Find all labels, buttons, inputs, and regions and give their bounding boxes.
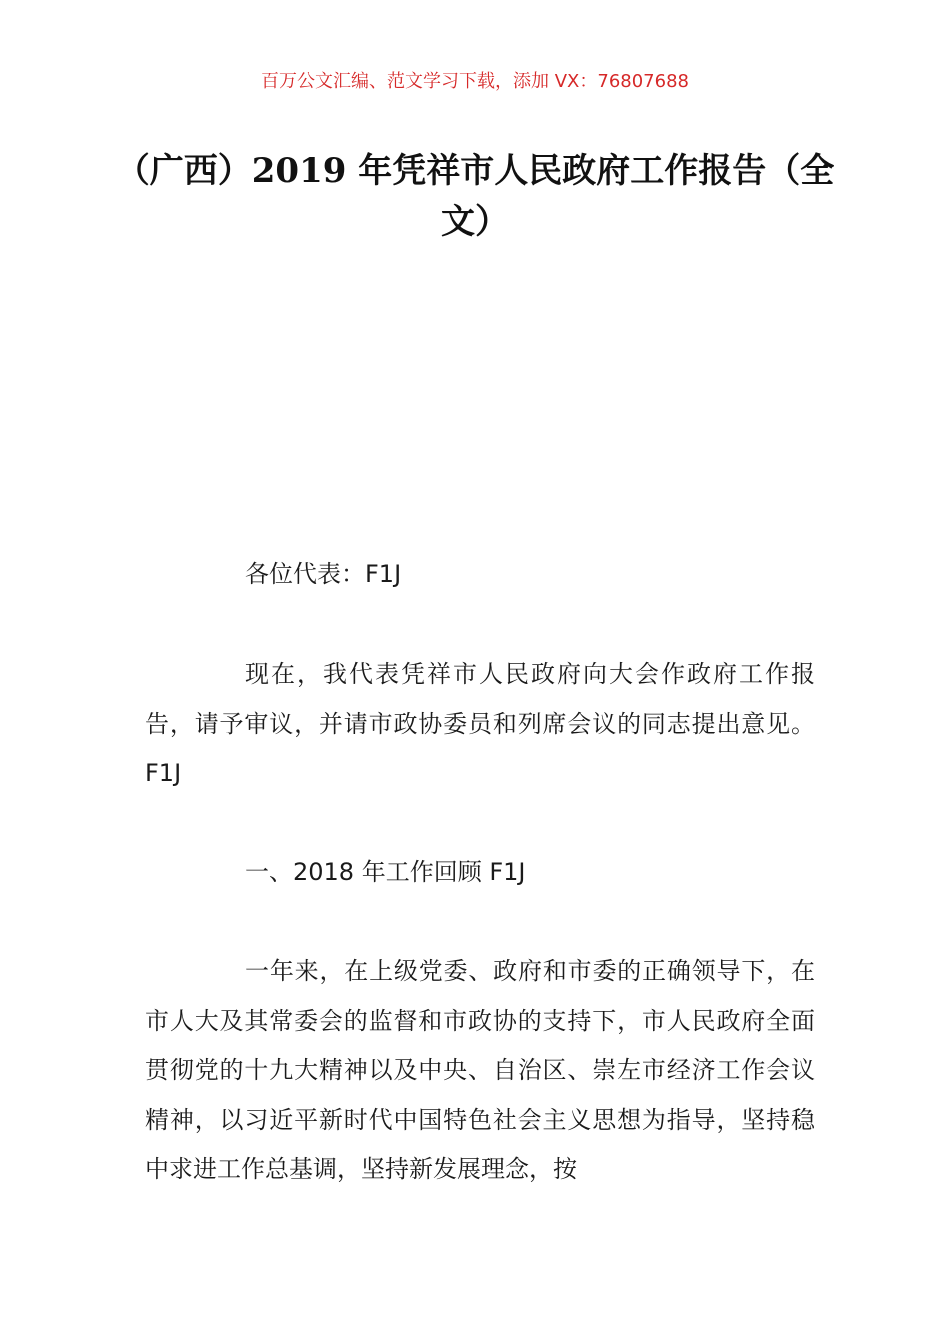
- section-heading: 一、2018 年工作回顾 F1J: [245, 858, 526, 886]
- header-download-note: 百万公文汇编、范文学习下载，添加 VX：76807688: [261, 71, 689, 92]
- review-paragraph: 一年来，在上级党委、政府和市委的正确领导下，在市人大及其常委会的监督和市政协的支持下，市人民政府全面贯彻党的十九大精神以及中央、自治区、崇左市经济工作会议精神，以习近平新时代中国特色社会主义思想为指导，坚持稳中求进工作总基调，坚持新发展理念，按: [145, 957, 815, 1183]
- salutation-paragraph: 各位代表：F1J: [245, 560, 402, 588]
- intro-paragraph: 现在，我代表凭祥市人民政府向大会作政府工作报告，请予审议，并请市政协委员和列席会议的同志提出意见。F1J: [145, 660, 815, 787]
- document-title: （广西）2019 年凭祥市人民政府工作报告（全文）: [115, 151, 835, 242]
